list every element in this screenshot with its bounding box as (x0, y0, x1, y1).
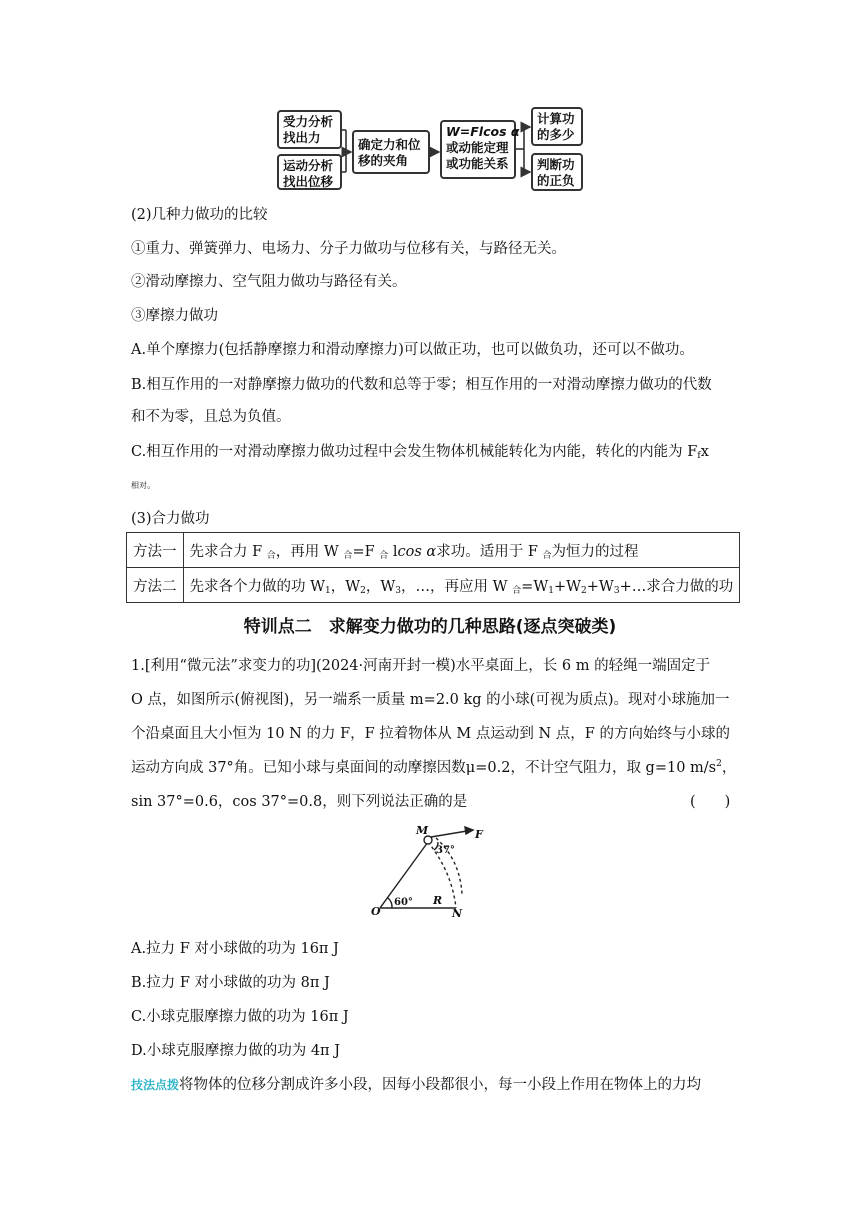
section-2-item-1: ①重力、弹簧弹力、电场力、分子力做功与位移有关，与路径无关。 (131, 241, 566, 257)
question-line-5: sin 37°=0.6，cos 37°=0.8，则下列说法正确的是 (131, 794, 468, 810)
option-a: A.拉力 F 对小球做的功为 16π J (131, 941, 339, 957)
friction-point-c-line2: 相对。 (131, 481, 157, 491)
label-m: M (416, 824, 429, 837)
flow-box-force-analysis: 受力分析 找出力 (277, 110, 342, 149)
special-training-title: 特训点二 求解变力做功的几种思路(逐点突破类) (243, 617, 617, 637)
label-60: 60° (394, 897, 413, 908)
method-label: 方法一 (127, 533, 184, 568)
label-n: N (452, 907, 463, 920)
flowchart-connectors (0, 0, 860, 200)
friction-point-b-line2: 和不为零，且总为负值。 (131, 409, 291, 425)
question-line-1: 1.[利用“微元法”求变力的功](2024·河南开封一模)水平桌面上，长 6 m 的轻绳一端固定于 (131, 658, 711, 674)
table-row (127, 568, 740, 603)
option-b: B.拉力 F 对小球做的功为 8π J (131, 975, 330, 991)
question-line-3: 个沿桌面且大小恒为 10 N 的力 F，F 拉着物体从 M 点运动到 N 点，F 的方向始终与小球的 (131, 726, 730, 742)
tip-label: 技法点拨 (131, 1078, 180, 1092)
flow-box-compute-work: 计算功 的多少 (531, 107, 583, 146)
question-line-4: 运动方向成 37°角。已知小球与桌面间的动摩擦因数μ=0.2，不计空气阻力，取 g=10 $m/s^2$， (131, 759, 737, 776)
section-2-item-3: ③摩擦力做功 (131, 308, 218, 324)
friction-point-b-line1: B.相互作用的一对静摩擦力做功的代数和总等于零；相互作用的一对滑动摩擦力做功的代数 (131, 377, 712, 393)
label-37: 37° (436, 845, 455, 856)
ball-circle (424, 836, 432, 844)
label-r: R (433, 894, 443, 907)
flow-box-motion-analysis: 运动分析 找出位移 (277, 154, 342, 190)
friction-point-c-line1: C.相互作用的一对滑动摩擦力做功过程中会发生物体机械能转化为内能，转化的内能为 $F_fx$ (131, 444, 709, 461)
technique-tip (131, 1073, 701, 1094)
friction-point-a: A.单个摩擦力(包括静摩擦力和滑动摩擦力)可以做正功，也可以做负功，还可以不做功。 (131, 342, 694, 358)
tip-text: 将物体的位移分割成许多小段，因每小段都很小，每一小段上作用在物体上的力均 (179, 1077, 702, 1093)
method-label: 方法二 (127, 568, 184, 603)
answer-paren: ( ) (690, 794, 731, 810)
flow-box-angle: 确定力和位 移的夹角 (352, 130, 430, 174)
method-description: 先求各个力做的功 $W_1$，$W_2$，$W_3$，…，再应用 W $_合=W_1+W_2+W_3+\dots$求合力做的功 (183, 568, 740, 603)
option-c: C.小球克服摩擦力做的功为 16π J (131, 1009, 349, 1025)
section-2-item-2: ②滑动摩擦力、空气阻力做功与路径有关。 (131, 274, 407, 290)
methods-table (126, 532, 740, 603)
label-f: F (475, 828, 483, 841)
label-o: O (371, 905, 381, 918)
problem-figure (360, 820, 500, 920)
angle-60-arc (388, 898, 392, 908)
section-2-heading: (2)几种力做功的比较 (131, 207, 268, 223)
flow-box-judge-sign: 判断功 的正负 (531, 153, 583, 191)
table-row (127, 533, 740, 568)
flow-box-formula: W=Flcos α 或动能定理 或功能关系 (440, 120, 516, 179)
method-description: 先求合力 F $_合$，再用 W $_合$=F $_合$ lcos α求功。适用于 F $_合$为恒力的过程 (183, 533, 740, 568)
section-3-heading: (3)合力做功 (131, 511, 210, 527)
question-line-2: O 点，如图所示(俯视图)，另一端系一质量 m=2.0 kg 的小球(可视为质点)。现对小球施加一 (131, 692, 730, 708)
option-d: D.小球克服摩擦力做的功为 4π J (131, 1043, 341, 1059)
